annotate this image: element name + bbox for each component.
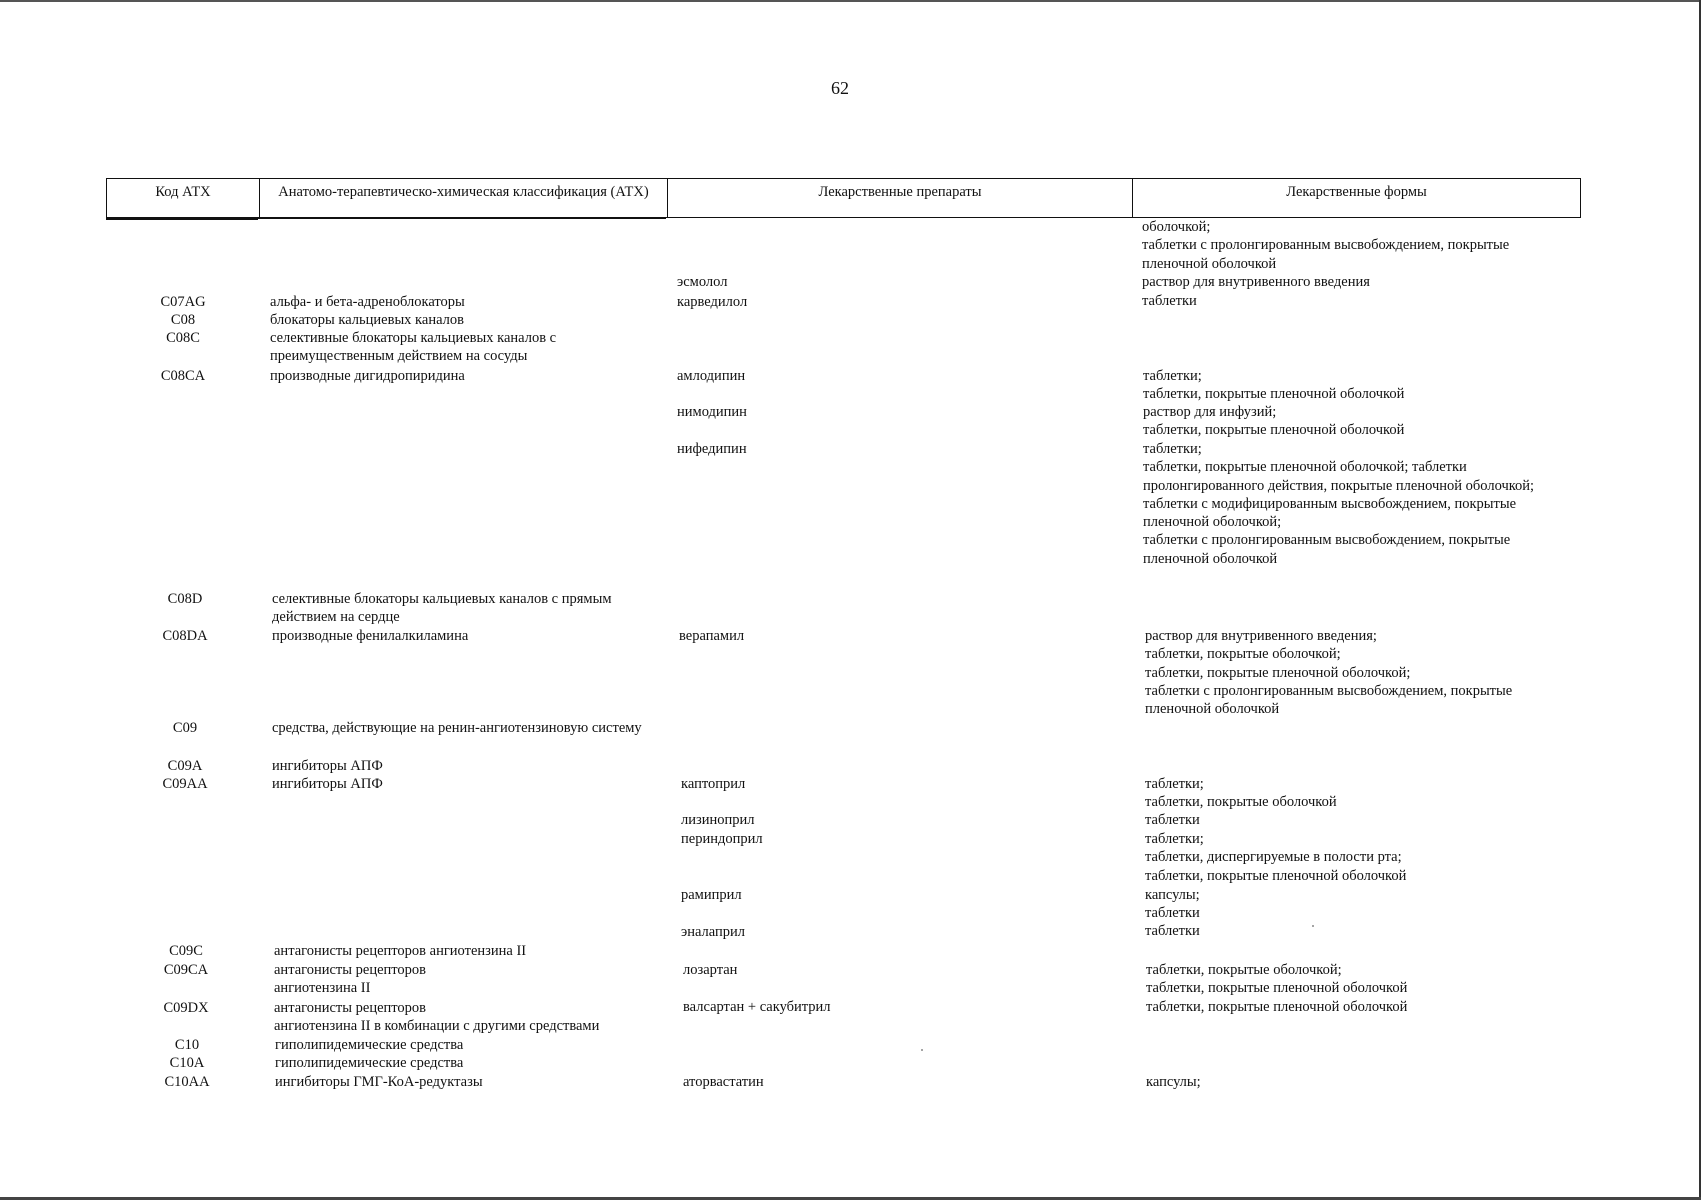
atc-code: C09DX: [163, 1000, 209, 1016]
header-code: Код АТХ: [155, 184, 211, 200]
drug-forms: таблетки; таблетки, покрытые пленочной оболочкой; таблетки пролонгированного действия, покрытые пленочной оболочкой; таблетки с модифицированным высвобождением, покрытые пленочной оболочкой; таблетки с пролонгированным высвобождением, покрытые пленочной оболочкой: [1143, 441, 1535, 567]
drug-name: лизиноприл: [681, 812, 755, 828]
atc-code: C09A: [167, 758, 203, 774]
header-drugs: Лекарственные препараты: [667, 179, 1132, 217]
drug-name: карведилол: [677, 294, 748, 310]
atc-classification: гиполипидемические средства: [275, 1037, 464, 1053]
atc-code: C09CA: [163, 962, 209, 978]
drug-name: периндоприл: [681, 831, 763, 847]
atc-classification: гиполипидемические средства: [275, 1055, 464, 1071]
drug-forms: капсулы;: [1146, 1074, 1201, 1090]
drug-forms: раствор для инфузий; таблетки, покрытые пленочной оболочкой: [1143, 404, 1405, 439]
atc-classification: производные дигидропиридина: [270, 368, 465, 384]
atc-code: C08CA: [160, 368, 206, 384]
drug-forms: таблетки, покрытые пленочной оболочкой: [1146, 999, 1408, 1015]
drug-forms: раствор для внутривенного введения; таблетки, покрытые оболочкой; таблетки, покрытые пленочной оболочкой; таблетки с пролонгированным высвобождением, покрытые пленочной оболочкой: [1145, 628, 1513, 718]
drug-forms: таблетки: [1142, 293, 1197, 309]
atc-classification: антагонисты рецепторов ангиотензина II: [274, 943, 527, 959]
drug-name: верапамил: [679, 628, 745, 644]
header-underline-classification: [258, 217, 666, 219]
drug-name: аторвастатин: [683, 1074, 764, 1090]
atc-classification: альфа- и бета-адреноблокаторы: [270, 294, 465, 310]
drug-forms: капсулы; таблетки: [1145, 887, 1200, 922]
atc-code: C08: [170, 312, 196, 328]
scan-speck: [921, 1049, 923, 1051]
atc-classification: средства, действующие на ренин-ангиотензиновую систему: [272, 720, 642, 736]
atc-code: C10: [174, 1037, 200, 1053]
atc-classification: ингибиторы АПФ: [272, 776, 383, 792]
scan-speck: [1312, 925, 1314, 927]
atc-classification: селективные блокаторы кальциевых каналов с прямым действием на сердце: [272, 591, 612, 626]
atc-classification: антагонисты рецепторов ангиотензина II в комбинации с другими средствами: [274, 1000, 600, 1035]
atc-classification: ингибиторы АПФ: [272, 758, 383, 774]
header-forms: Лекарственные формы: [1132, 179, 1580, 217]
atc-classification: блокаторы кальциевых каналов: [270, 312, 464, 328]
drug-name: эсмолол: [677, 274, 728, 290]
drug-name: эналаприл: [681, 924, 746, 940]
drug-forms: таблетки, покрытые оболочкой; таблетки, покрытые пленочной оболочкой: [1146, 962, 1408, 997]
atc-code: C09C: [169, 943, 203, 959]
page-number: 62: [831, 78, 849, 98]
drug-forms: раствор для внутривенного введения: [1142, 274, 1370, 290]
drug-name: нифедипин: [677, 441, 747, 457]
drug-forms: таблетки: [1145, 812, 1200, 828]
atc-code: C08D: [167, 591, 203, 607]
page-edge-top: [0, 0, 1701, 2]
atc-classification: селективные блокаторы кальциевых каналов с преимущественным действием на сосуды: [270, 330, 557, 365]
header-classification: Анатомо-терапевтическо-химическая классификация (АТХ): [259, 179, 667, 217]
atc-classification: антагонисты рецепторов ангиотензина II: [274, 962, 427, 997]
drug-forms: таблетки: [1145, 923, 1200, 939]
drug-name: лозартан: [683, 962, 738, 978]
drug-name: каптоприл: [681, 776, 746, 792]
atc-code: C09AA: [162, 776, 208, 792]
atc-code: C08C: [166, 330, 200, 346]
drug-name: амлодипин: [677, 368, 746, 384]
drug-name: валсартан + сакубитрил: [683, 999, 831, 1015]
atc-classification: производные фенилалкиламина: [272, 628, 469, 644]
atc-code: C07AG: [160, 294, 206, 310]
atc-code: C08DA: [162, 628, 208, 644]
atc-code: C10AA: [164, 1074, 210, 1090]
carryover-forms: оболочкой; таблетки с пролонгированным высвобождением, покрытые пленочной оболочкой: [1142, 219, 1510, 272]
atc-code: C10A: [169, 1055, 205, 1071]
header-underline-code: [106, 217, 258, 220]
atc-classification: ингибиторы ГМГ-КоА-редуктазы: [275, 1074, 483, 1090]
drug-name: рамиприл: [681, 887, 742, 903]
atc-code: C09: [172, 720, 198, 736]
table-header: [106, 178, 1581, 218]
drug-forms: таблетки; таблетки, диспергируемые в полости рта; таблетки, покрытые пленочной оболочкой: [1145, 831, 1407, 884]
drug-forms: таблетки; таблетки, покрытые оболочкой: [1145, 776, 1337, 811]
drug-name: нимодипин: [677, 404, 747, 420]
drug-forms: таблетки; таблетки, покрытые пленочной оболочкой: [1143, 368, 1405, 403]
